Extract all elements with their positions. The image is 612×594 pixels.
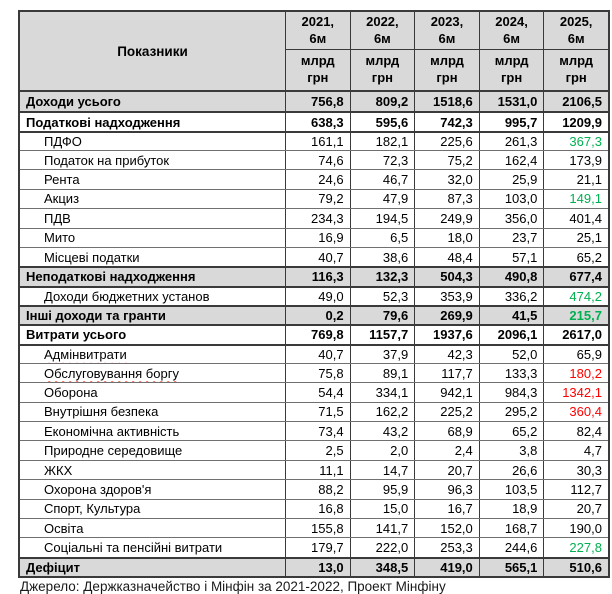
cell-value: 401,4 (543, 209, 608, 227)
cell-value: 103,5 (479, 480, 544, 498)
cell-value: 16,8 (285, 500, 350, 518)
cell-value: 38,6 (350, 248, 415, 266)
cell-value: 26,6 (479, 461, 544, 479)
header-year: 2022, (366, 14, 399, 30)
cell-value: 179,7 (285, 538, 350, 556)
table-row (20, 421, 608, 440)
cell-value: 40,7 (285, 346, 350, 363)
row-label: Охорона здоров'я (44, 481, 152, 497)
cell-value: 20,7 (414, 461, 479, 479)
row-label-cell (20, 346, 285, 363)
row-label: Витрати усього (26, 327, 127, 343)
header-unit: млрд грн (430, 53, 464, 85)
row-label: Внутрішня безпека (44, 404, 159, 420)
cell-value: 152,0 (414, 519, 479, 537)
row-label-cell (20, 113, 285, 130)
row-label: Неподаткові надходження (26, 269, 196, 285)
header-unit: млрд грн (559, 53, 594, 85)
cell-value: 65,9 (543, 346, 608, 363)
header-col-2021 (285, 12, 350, 90)
cell-value: 677,4 (543, 268, 608, 285)
cell-value: 234,3 (285, 209, 350, 227)
cell-value: 87,3 (414, 190, 479, 208)
cell-value: 215,7 (543, 307, 608, 324)
table-row (20, 363, 608, 382)
cell-value: 95,9 (350, 480, 415, 498)
row-label: ЖКХ (44, 462, 73, 478)
cell-value: 367,3 (543, 133, 608, 150)
cell-value: 742,3 (414, 113, 479, 130)
cell-value: 809,2 (350, 92, 415, 111)
cell-value: 638,3 (285, 113, 350, 130)
cell-value: 23,7 (479, 229, 544, 247)
cell-value: 82,4 (543, 422, 608, 440)
cell-value: 133,3 (479, 364, 544, 382)
cell-value: 3,8 (479, 441, 544, 459)
cell-value: 141,7 (350, 519, 415, 537)
header-col-2023 (414, 12, 479, 90)
row-label: Інші доходи та гранти (26, 308, 166, 324)
cell-value: 52,3 (350, 288, 415, 305)
row-label: Мито (44, 230, 76, 246)
header-col-2025 (543, 12, 608, 90)
budget-table (18, 10, 610, 578)
header-period: 6м (309, 30, 327, 46)
cell-value: 24,6 (285, 170, 350, 188)
header-period: 6м (373, 30, 391, 46)
row-label: Доходи бюджетних установ (44, 288, 210, 304)
cell-value: 474,2 (543, 288, 608, 305)
table-row (20, 247, 608, 266)
table-header (20, 12, 608, 92)
row-label-cell (20, 364, 285, 382)
cell-value: 88,2 (285, 480, 350, 498)
cell-value: 79,2 (285, 190, 350, 208)
cell-value: 2106,5 (543, 92, 608, 111)
table-row (20, 479, 608, 498)
cell-value: 65,2 (543, 248, 608, 266)
cell-value: 510,6 (543, 559, 608, 576)
row-label: Податок на прибуток (44, 152, 170, 168)
row-label-cell (20, 326, 285, 343)
cell-value: 249,9 (414, 209, 479, 227)
cell-value: 57,1 (479, 248, 544, 266)
cell-value: 155,8 (285, 519, 350, 537)
cell-value: 253,3 (414, 538, 479, 556)
cell-value: 89,1 (350, 364, 415, 382)
cell-value: 41,5 (479, 307, 544, 324)
cell-value: 194,5 (350, 209, 415, 227)
row-label: Освіта (44, 520, 84, 536)
header-col-2022 (350, 12, 415, 90)
cell-value: 419,0 (414, 559, 479, 576)
cell-value: 116,3 (285, 268, 350, 285)
row-label-cell (20, 190, 285, 208)
table-row (20, 402, 608, 421)
cell-value: 162,4 (479, 151, 544, 169)
cell-value: 356,0 (479, 209, 544, 227)
cell-value: 1157,7 (350, 326, 415, 343)
row-label: Природне середовище (44, 443, 183, 459)
cell-value: 54,4 (285, 383, 350, 401)
cell-value: 222,0 (350, 538, 415, 556)
cell-value: 984,3 (479, 383, 544, 401)
cell-value: 21,1 (543, 170, 608, 188)
cell-value: 65,2 (479, 422, 544, 440)
row-label-cell (20, 403, 285, 421)
cell-value: 49,0 (285, 288, 350, 305)
header-period: 6м (567, 30, 585, 46)
row-label-cell (20, 500, 285, 518)
header-period: 6м (438, 30, 456, 46)
cell-value: 942,1 (414, 383, 479, 401)
cell-value: 995,7 (479, 113, 544, 130)
cell-value: 48,4 (414, 248, 479, 266)
row-label-cell (20, 383, 285, 401)
cell-value: 504,3 (414, 268, 479, 285)
cell-value: 16,9 (285, 229, 350, 247)
cell-value: 43,2 (350, 422, 415, 440)
cell-value: 18,9 (479, 500, 544, 518)
header-col-2024 (479, 12, 544, 90)
row-label: Соціальні та пенсійні витрати (44, 539, 223, 555)
table-row (20, 382, 608, 401)
table-row (20, 208, 608, 227)
cell-value: 295,2 (479, 403, 544, 421)
row-label: ПДВ (44, 210, 71, 226)
cell-value: 173,9 (543, 151, 608, 169)
row-label-cell (20, 151, 285, 169)
table-row (20, 131, 608, 150)
cell-value: 190,0 (543, 519, 608, 537)
row-label-cell (20, 229, 285, 247)
cell-value: 261,3 (479, 133, 544, 150)
cell-value: 103,0 (479, 190, 544, 208)
cell-value: 47,9 (350, 190, 415, 208)
cell-value: 595,6 (350, 113, 415, 130)
cell-value: 2617,0 (543, 326, 608, 343)
cell-value: 71,5 (285, 403, 350, 421)
cell-value: 72,3 (350, 151, 415, 169)
cell-value: 182,1 (350, 133, 415, 150)
cell-value: 32,0 (414, 170, 479, 188)
cell-value: 42,3 (414, 346, 479, 363)
row-label: Оборона (44, 385, 98, 401)
cell-value: 161,1 (285, 133, 350, 150)
cell-value: 269,9 (414, 307, 479, 324)
row-label: Рента (44, 172, 80, 188)
table-row (20, 460, 608, 479)
table-row (20, 169, 608, 188)
cell-value: 132,3 (350, 268, 415, 285)
row-label-cell (20, 461, 285, 479)
table-row (20, 92, 608, 111)
cell-value: 1518,6 (414, 92, 479, 111)
cell-value: 25,1 (543, 229, 608, 247)
cell-value: 1937,6 (414, 326, 479, 343)
row-label: Доходи усього (26, 94, 121, 110)
row-label: Обслуговування боргу (44, 365, 179, 381)
row-label-cell (20, 480, 285, 498)
table-row (20, 518, 608, 537)
row-label-cell (20, 422, 285, 440)
row-label-cell (20, 441, 285, 459)
header-unit: млрд грн (300, 53, 335, 85)
cell-value: 360,4 (543, 403, 608, 421)
cell-value: 1209,9 (543, 113, 608, 130)
row-label-cell (20, 170, 285, 188)
table-row (20, 111, 608, 130)
cell-value: 25,9 (479, 170, 544, 188)
cell-value: 227,8 (543, 538, 608, 556)
table-row (20, 228, 608, 247)
cell-value: 565,1 (479, 559, 544, 576)
cell-value: 16,7 (414, 500, 479, 518)
cell-value: 96,3 (414, 480, 479, 498)
table-row (20, 499, 608, 518)
table-row (20, 286, 608, 305)
header-year: 2025, (559, 14, 593, 30)
cell-value: 2,5 (285, 441, 350, 459)
cell-value: 348,5 (350, 559, 415, 576)
row-label: Економічна активність (44, 423, 180, 439)
cell-value: 4,7 (543, 441, 608, 459)
header-period: 6м (503, 30, 520, 46)
row-label: Спорт, Культура (44, 501, 141, 517)
table-row (20, 557, 608, 576)
cell-value: 0,2 (285, 307, 350, 324)
cell-value: 1342,1 (543, 383, 608, 401)
cell-value: 180,2 (543, 364, 608, 382)
row-label: ПДФО (44, 133, 82, 149)
row-label: Дефіцит (26, 559, 80, 575)
cell-value: 13,0 (285, 559, 350, 576)
cell-value: 18,0 (414, 229, 479, 247)
table-row (20, 266, 608, 285)
cell-value: 162,2 (350, 403, 415, 421)
row-label: Місцеві податки (44, 249, 140, 265)
row-label-cell (20, 519, 285, 537)
cell-value: 168,7 (479, 519, 544, 537)
cell-value: 6,5 (350, 229, 415, 247)
row-label: Адмінвитрати (44, 346, 127, 362)
cell-value: 73,4 (285, 422, 350, 440)
row-label: Акциз (44, 191, 80, 207)
cell-value: 79,6 (350, 307, 415, 324)
cell-value: 336,2 (479, 288, 544, 305)
cell-value: 20,7 (543, 500, 608, 518)
cell-value: 2,4 (414, 441, 479, 459)
row-label-cell (20, 288, 285, 305)
table-row (20, 440, 608, 459)
cell-value: 353,9 (414, 288, 479, 305)
row-label: Податкові надходження (26, 114, 181, 130)
cell-value: 75,8 (285, 364, 350, 382)
header-year: 2024, (495, 14, 528, 30)
cell-value: 14,7 (350, 461, 415, 479)
cell-value: 74,6 (285, 151, 350, 169)
row-label-cell (20, 133, 285, 150)
cell-value: 244,6 (479, 538, 544, 556)
cell-value: 30,3 (543, 461, 608, 479)
row-label-cell (20, 268, 285, 285)
table-row (20, 150, 608, 169)
table-row (20, 537, 608, 556)
row-label-cell (20, 538, 285, 556)
cell-value: 37,9 (350, 346, 415, 363)
cell-value: 334,1 (350, 383, 415, 401)
table-row (20, 324, 608, 343)
row-label-cell (20, 248, 285, 266)
header-year: 2023, (430, 14, 464, 30)
cell-value: 11,1 (285, 461, 350, 479)
cell-value: 769,8 (285, 326, 350, 343)
cell-value: 75,2 (414, 151, 479, 169)
cell-value: 756,8 (285, 92, 350, 111)
row-label-cell (20, 209, 285, 227)
cell-value: 2096,1 (479, 326, 544, 343)
cell-value: 1531,0 (479, 92, 544, 111)
table-row (20, 344, 608, 363)
cell-value: 225,2 (414, 403, 479, 421)
header-indicators-label: Показники (117, 43, 188, 59)
table-row (20, 189, 608, 208)
row-label-cell (20, 559, 285, 576)
header-year: 2021, (301, 14, 335, 30)
cell-value: 52,0 (479, 346, 544, 363)
cell-value: 149,1 (543, 190, 608, 208)
cell-value: 2,0 (350, 441, 415, 459)
table-row (20, 305, 608, 324)
header-unit: млрд грн (494, 53, 529, 85)
cell-value: 15,0 (350, 500, 415, 518)
cell-value: 46,7 (350, 170, 415, 188)
table-body (20, 92, 608, 576)
cell-value: 490,8 (479, 268, 544, 285)
source-caption: Джерело: Держказначейство і Мінфін за 2021-2022, Проект Мінфіну (20, 579, 446, 594)
header-unit: млрд грн (365, 53, 400, 85)
row-label-cell (20, 92, 285, 111)
cell-value: 112,7 (543, 480, 608, 498)
cell-value: 225,6 (414, 133, 479, 150)
row-label-cell (20, 307, 285, 324)
cell-value: 68,9 (414, 422, 479, 440)
cell-value: 40,7 (285, 248, 350, 266)
cell-value: 117,7 (414, 364, 479, 382)
